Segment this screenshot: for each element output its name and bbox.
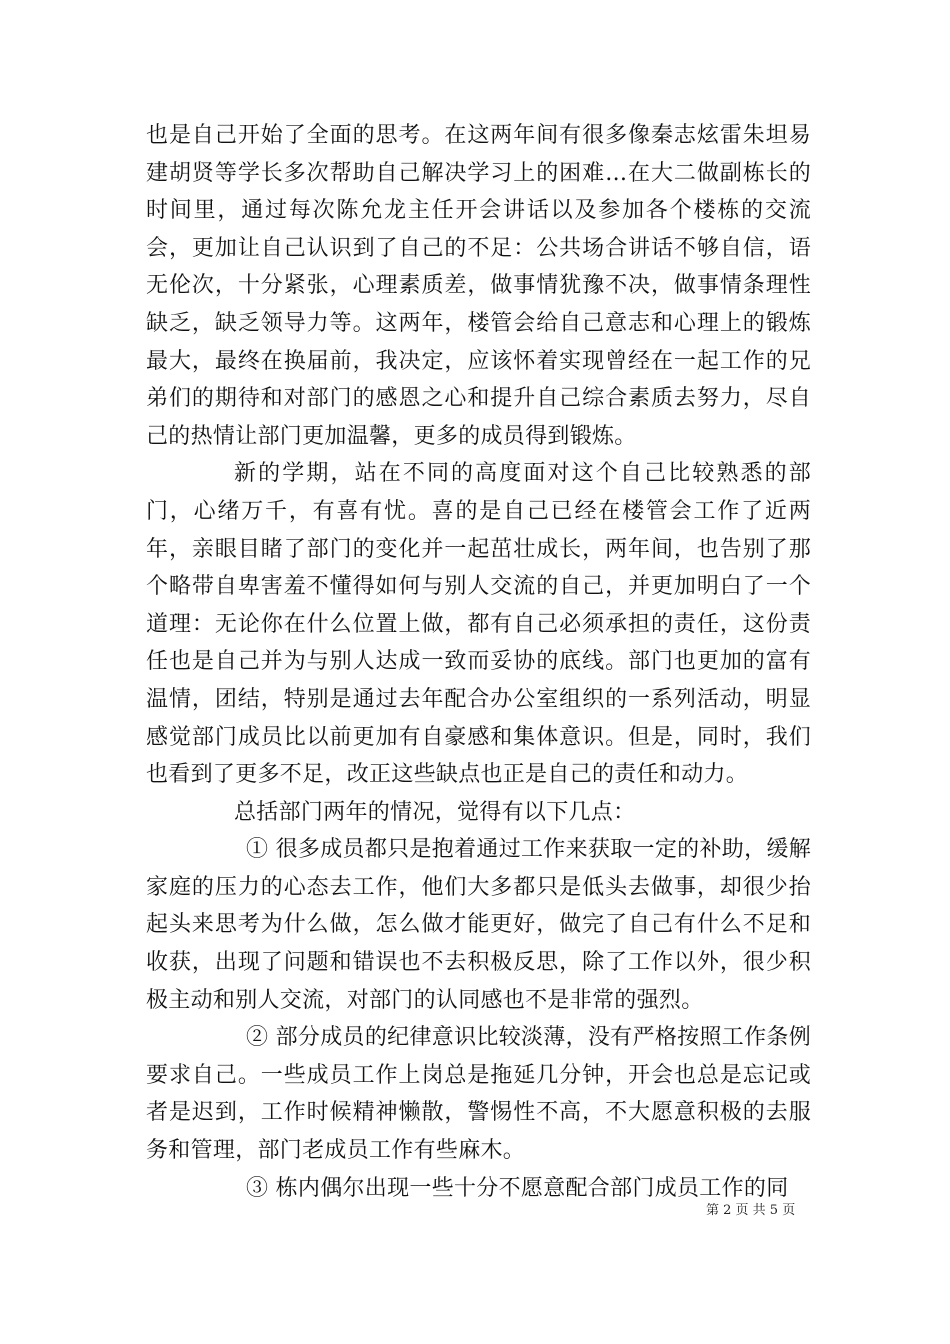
paragraph-new-semester: 新的学期，站在不同的高度面对这个自己比较熟悉的部门，心绪万千，有喜有忧。喜的是自己已经在楼管会工作了近两年，亲眼目睹了部门的变化并一起茁壮成长，两年间，也告别了那个略带自卑害羞不懂得如何与别人交流的自己，并更加明白了一个道理：无论你在什么位置上做，都有自己必须承担的责任，这份责任也是自己并为与别人达成一致而妥协的底线。部门也更加的富有温情，团结，特别是通过去年配合办公室组织的一系列活动，明显感觉部门成员比以前更加有自豪感和集体意识。但是，同时，我们也看到了更多不足，改正这些缺点也正是自己的责任和动力。 [146, 461, 811, 788]
page-number-footer: 第 2 页 共 5 页 [706, 1203, 796, 1218]
paragraph-continuation: 也是自己开始了全面的思考。在这两年间有很多像秦志炫雷朱坦易建胡贤等学长多次帮助自己解决学习上的困难…在大二做副栋长的时间里，通过每次陈允龙主任开会讲话以及参加各个楼栋的交流会，更加让自己认识到了自己的不足：公共场合讲话不够自信，语无伦次，十分紧张，心理素质差，做事情犹豫不决，做事情条理性缺乏，缺乏领导力等。这两年，楼管会给自己意志和心理上的锻炼最大，最终在换届前，我决定，应该怀着实现曾经在一起工作的兄弟们的期待和对部门的感恩之心和提升自己综合素质去努力，尽自己的热情让部门更加温馨，更多的成员得到锻炼。 [146, 123, 811, 449]
list-item-point-2: ② 部分成员的纪律意识比较淡薄，没有严格按照工作条例要求自己。一些成员工作上岗总是拖延几分钟，开会也总是忘记或者是迟到，工作时候精神懒散，警惕性不高，不大愿意积极的去服务和管理，部门老成员工作有些麻木。 [146, 1025, 811, 1164]
list-item-point-1: ① 很多成员都只是抱着通过工作来获取一定的补助，缓解家庭的压力的心态去工作，他们大多都只是低头去做事，却很少抬起头来思考为什么做，怎么做才能更好，做完了自己有什么不足和收获，出现了问题和错误也不去积极反思，除了工作以外，很少积极主动和别人交流，对部门的认同感也不是非常的强烈。 [146, 837, 811, 1013]
body-text [146, 117, 811, 1207]
list-item-point-3: ③ 栋内偶尔出现一些十分不愿意配合部门成员工作的同 [246, 1175, 789, 1201]
paragraph-summary-intro: 总括部门两年的情况，觉得有以下几点： [234, 799, 636, 825]
